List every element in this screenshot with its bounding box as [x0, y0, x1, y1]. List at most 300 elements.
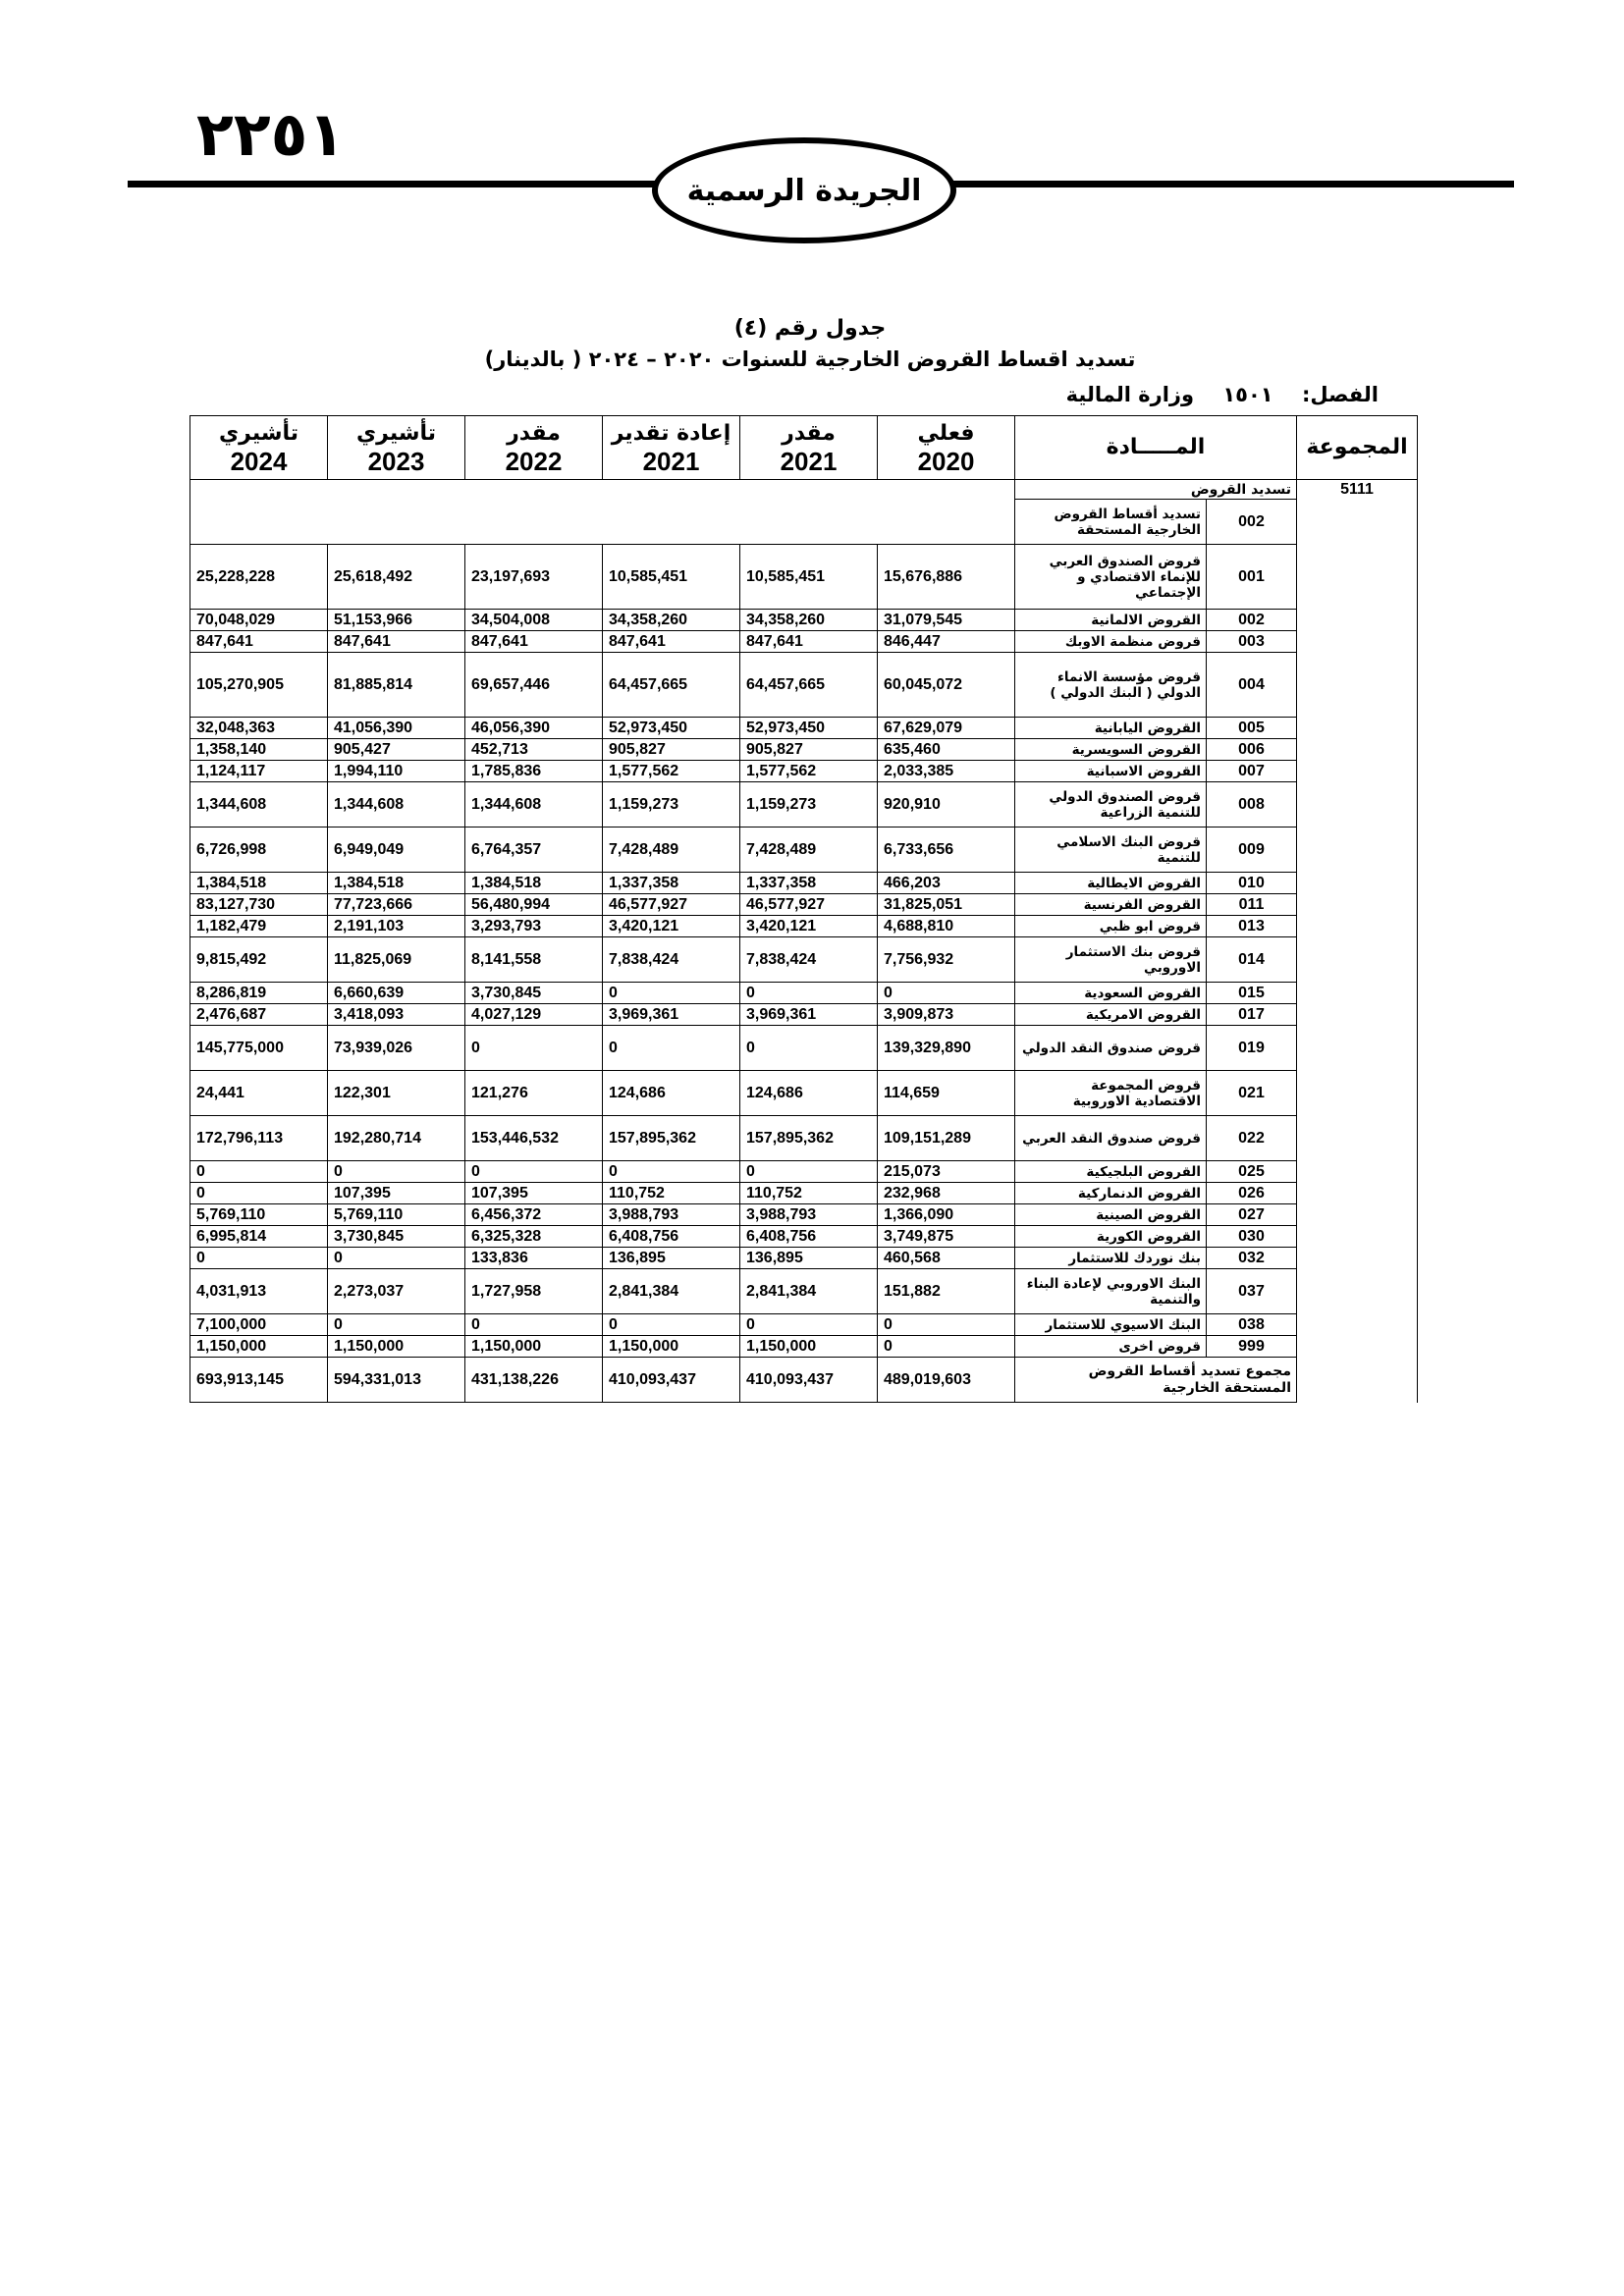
value-cell: 172,796,113: [190, 1116, 328, 1161]
table-row: [190, 1004, 1418, 1026]
value-cell: 6,733,656: [878, 828, 1015, 873]
item-name: القروض الدنماركية: [1015, 1183, 1207, 1204]
chapter-label: الفصل:: [1301, 383, 1379, 406]
value-cell: 847,641: [465, 631, 603, 653]
value-cell: 1,344,608: [465, 782, 603, 828]
value-cell: 10,585,451: [740, 545, 878, 610]
group-spacer: [1297, 1116, 1418, 1161]
value-cell: 847,641: [328, 631, 465, 653]
header-item: المـــــادة: [1015, 416, 1297, 480]
header-col-year: 2021: [780, 447, 838, 476]
table-row: [190, 1183, 1418, 1204]
value-cell: 157,895,362: [603, 1116, 740, 1161]
item-code: 014: [1207, 937, 1297, 983]
item-name: القروض اليابانية: [1015, 718, 1207, 739]
value-cell: 0: [740, 983, 878, 1004]
group-spacer: [1297, 1026, 1418, 1071]
group-spacer: [1297, 1204, 1418, 1226]
table-row: [190, 631, 1418, 653]
value-cell: 1,337,358: [603, 873, 740, 894]
item-name: قروض الصندوق العربي للإنماء الاقتصادي و الإجتماعي: [1015, 545, 1207, 610]
header-col-label: إعادة تقدير: [611, 421, 731, 446]
value-cell: 60,045,072: [878, 653, 1015, 718]
value-cell: 3,420,121: [740, 916, 878, 937]
value-cell: 466,203: [878, 873, 1015, 894]
group-spacer: [1297, 828, 1418, 873]
value-cell: 41,056,390: [328, 718, 465, 739]
value-cell: 15,676,886: [878, 545, 1015, 610]
table-row: [190, 1336, 1418, 1358]
section-label: تسديد القروض: [1015, 480, 1297, 500]
item-code: 009: [1207, 828, 1297, 873]
value-cell: 1,785,836: [465, 761, 603, 782]
value-cell: 31,079,545: [878, 610, 1015, 631]
page-number: ٢٢٥١: [196, 98, 346, 170]
item-code: 008: [1207, 782, 1297, 828]
value-cell: 232,968: [878, 1183, 1015, 1204]
item-name: القروض الفرنسية: [1015, 894, 1207, 916]
item-code: 026: [1207, 1183, 1297, 1204]
value-cell: 5,769,110: [190, 1204, 328, 1226]
value-cell: 4,031,913: [190, 1269, 328, 1314]
value-cell: 107,395: [465, 1183, 603, 1204]
group-spacer: [1297, 1358, 1418, 1403]
value-cell: 145,775,000: [190, 1026, 328, 1071]
total-value-cell: 431,138,226: [465, 1358, 603, 1403]
item-code: 025: [1207, 1161, 1297, 1183]
value-cell: 7,756,932: [878, 937, 1015, 983]
item-name: البنك الاوروبي لإعادة البناء والتنمية: [1015, 1269, 1207, 1314]
item-name: قروض بنك الاستثمار الاوروبي: [1015, 937, 1207, 983]
header-col-label: فعلي: [917, 421, 975, 446]
value-cell: 31,825,051: [878, 894, 1015, 916]
value-cell: 3,418,093: [328, 1004, 465, 1026]
value-cell: 920,910: [878, 782, 1015, 828]
header-col-year: 2024: [230, 447, 288, 476]
value-cell: 6,726,998: [190, 828, 328, 873]
item-code: 021: [1207, 1071, 1297, 1116]
value-cell: 7,100,000: [190, 1314, 328, 1336]
value-cell: 0: [740, 1314, 878, 1336]
item-name: القروض الكورية: [1015, 1226, 1207, 1248]
table-row: [190, 937, 1418, 983]
table-row: [190, 916, 1418, 937]
value-cell: 110,752: [603, 1183, 740, 1204]
value-cell: 0: [878, 1336, 1015, 1358]
group-spacer: [1297, 739, 1418, 761]
value-cell: 1,159,273: [603, 782, 740, 828]
item-name: القروض الايطالية: [1015, 873, 1207, 894]
header-col-year: 2020: [917, 447, 975, 476]
item-name: القروض السعودية: [1015, 983, 1207, 1004]
value-cell: 0: [328, 1161, 465, 1183]
value-cell: 0: [190, 1161, 328, 1183]
value-cell: 83,127,730: [190, 894, 328, 916]
total-value-cell: 410,093,437: [740, 1358, 878, 1403]
group-spacer: [1297, 1161, 1418, 1183]
value-cell: 77,723,666: [328, 894, 465, 916]
value-cell: 0: [603, 1026, 740, 1071]
value-cell: 6,949,049: [328, 828, 465, 873]
value-cell: 1,577,562: [603, 761, 740, 782]
table-row: [190, 761, 1418, 782]
value-cell: 3,988,793: [603, 1204, 740, 1226]
value-cell: 1,159,273: [740, 782, 878, 828]
item-code: 030: [1207, 1226, 1297, 1248]
value-cell: 6,408,756: [740, 1226, 878, 1248]
item-name: قروض صندوق النقد الدولي: [1015, 1026, 1207, 1071]
table-title: جدول رقم (٤): [733, 316, 887, 341]
value-cell: 0: [603, 1161, 740, 1183]
value-cell: 847,641: [740, 631, 878, 653]
value-cell: 52,973,450: [603, 718, 740, 739]
value-cell: 1,124,117: [190, 761, 328, 782]
item-name: قروض اخرى: [1015, 1336, 1207, 1358]
value-cell: 1,358,140: [190, 739, 328, 761]
value-cell: 1,337,358: [740, 873, 878, 894]
value-cell: 452,713: [465, 739, 603, 761]
chapter-code: ١٥٠١: [1222, 383, 1273, 406]
value-cell: 1,150,000: [465, 1336, 603, 1358]
value-cell: 4,688,810: [878, 916, 1015, 937]
total-value-cell: 410,093,437: [603, 1358, 740, 1403]
item-code: 006: [1207, 739, 1297, 761]
item-code: 003: [1207, 631, 1297, 653]
value-cell: 2,191,103: [328, 916, 465, 937]
value-cell: 6,408,756: [603, 1226, 740, 1248]
item-name: القروض البلجيكية: [1015, 1161, 1207, 1183]
table-row: [190, 873, 1418, 894]
item-code: 017: [1207, 1004, 1297, 1026]
value-cell: 64,457,665: [603, 653, 740, 718]
value-cell: 139,329,890: [878, 1026, 1015, 1071]
table-row: [190, 983, 1418, 1004]
value-cell: 4,027,129: [465, 1004, 603, 1026]
value-cell: 847,641: [603, 631, 740, 653]
value-cell: 0: [878, 983, 1015, 1004]
value-cell: 114,659: [878, 1071, 1015, 1116]
value-cell: 8,286,819: [190, 983, 328, 1004]
group-spacer: [1297, 1336, 1418, 1358]
value-cell: 153,446,532: [465, 1116, 603, 1161]
value-cell: 0: [740, 1026, 878, 1071]
value-cell: 0: [328, 1314, 465, 1336]
item-code: 038: [1207, 1314, 1297, 1336]
value-cell: 0: [740, 1161, 878, 1183]
group-spacer: [1297, 1314, 1418, 1336]
item-name: قروض صندوق النقد العربي: [1015, 1116, 1207, 1161]
item-name: بنك نوردك للاستثمار: [1015, 1248, 1207, 1269]
value-cell: 151,882: [878, 1269, 1015, 1314]
header-col-label: تأشيري: [219, 421, 298, 446]
group-spacer: [1297, 545, 1418, 610]
total-label: مجموع تسديد أقساط القروض المستحقة الخارجية: [1015, 1358, 1297, 1403]
group-spacer: [1297, 873, 1418, 894]
header-col-label: تأشيري: [356, 421, 436, 446]
value-cell: 1,384,518: [190, 873, 328, 894]
item-code: 999: [1207, 1336, 1297, 1358]
group-spacer: [1297, 761, 1418, 782]
group-spacer: [1297, 1248, 1418, 1269]
table-row: [190, 1248, 1418, 1269]
header-col-1: [878, 416, 1015, 480]
value-cell: 121,276: [465, 1071, 603, 1116]
header-col-2: [740, 416, 878, 480]
item-code: 037: [1207, 1269, 1297, 1314]
value-cell: 81,885,814: [328, 653, 465, 718]
value-cell: 0: [603, 1314, 740, 1336]
value-cell: 905,827: [740, 739, 878, 761]
group-spacer: [1297, 500, 1418, 545]
value-cell: 107,395: [328, 1183, 465, 1204]
group-spacer: [1297, 937, 1418, 983]
value-cell: 905,827: [603, 739, 740, 761]
value-cell: 124,686: [740, 1071, 878, 1116]
item-name: قروض الصندوق الدولي للتنمية الزراعية: [1015, 782, 1207, 828]
value-cell: 6,660,639: [328, 983, 465, 1004]
section-row: [190, 480, 1418, 500]
header-col-3: [603, 416, 740, 480]
header-col-year: 2023: [367, 447, 425, 476]
value-cell: 3,730,845: [328, 1226, 465, 1248]
group-spacer: [1297, 782, 1418, 828]
header-col-6: [190, 416, 328, 480]
value-cell: 3,969,361: [603, 1004, 740, 1026]
value-cell: 905,427: [328, 739, 465, 761]
item-name: القروض السويسرية: [1015, 739, 1207, 761]
value-cell: 46,577,927: [740, 894, 878, 916]
value-cell: 69,657,446: [465, 653, 603, 718]
item-name: القروض الاسبانية: [1015, 761, 1207, 782]
value-cell: 1,150,000: [328, 1336, 465, 1358]
value-cell: 192,280,714: [328, 1116, 465, 1161]
value-cell: 2,841,384: [740, 1269, 878, 1314]
item-name: قروض المجموعة الاقتصادية الاوروبية: [1015, 1071, 1207, 1116]
total-value-cell: 489,019,603: [878, 1358, 1015, 1403]
value-cell: 3,420,121: [603, 916, 740, 937]
value-cell: 0: [878, 1314, 1015, 1336]
value-cell: 3,749,875: [878, 1226, 1015, 1248]
table-body: [190, 480, 1418, 1403]
group-spacer: [1297, 1004, 1418, 1026]
group-spacer: [1297, 916, 1418, 937]
value-cell: 1,384,518: [328, 873, 465, 894]
value-cell: 9,815,492: [190, 937, 328, 983]
table-row: [190, 1026, 1418, 1071]
value-cell: 0: [328, 1248, 465, 1269]
section-blank: [190, 480, 1015, 500]
value-cell: 1,366,090: [878, 1204, 1015, 1226]
value-cell: 1,150,000: [740, 1336, 878, 1358]
subsection-name: تسديد أقساط القروض الخارجية المستحقة: [1015, 500, 1207, 545]
item-code: 013: [1207, 916, 1297, 937]
total-value-cell: 693,913,145: [190, 1358, 328, 1403]
table-row: [190, 1161, 1418, 1183]
header-col-label: مقدر: [782, 421, 836, 446]
value-cell: 122,301: [328, 1071, 465, 1116]
item-name: قروض منظمة الاوبك: [1015, 631, 1207, 653]
table-row: [190, 1226, 1418, 1248]
value-cell: 7,838,424: [740, 937, 878, 983]
value-cell: 0: [190, 1183, 328, 1204]
item-name: القروض الصينية: [1015, 1204, 1207, 1226]
table-row: [190, 1269, 1418, 1314]
gazette-name: الجريدة الرسمية: [686, 173, 922, 208]
table-row: [190, 653, 1418, 718]
value-cell: 7,838,424: [603, 937, 740, 983]
value-cell: 6,456,372: [465, 1204, 603, 1226]
table-row: [190, 894, 1418, 916]
item-name: البنك الاسيوي للاستثمار: [1015, 1314, 1207, 1336]
item-name: قروض البنك الاسلامي للتنمية: [1015, 828, 1207, 873]
value-cell: 2,033,385: [878, 761, 1015, 782]
value-cell: 46,056,390: [465, 718, 603, 739]
table-row: [190, 739, 1418, 761]
value-cell: 10,585,451: [603, 545, 740, 610]
total-value-cell: 594,331,013: [328, 1358, 465, 1403]
group-code: 5111: [1297, 480, 1418, 500]
value-cell: 34,504,008: [465, 610, 603, 631]
value-cell: 64,457,665: [740, 653, 878, 718]
value-cell: 34,358,260: [740, 610, 878, 631]
table-row: [190, 610, 1418, 631]
value-cell: 11,825,069: [328, 937, 465, 983]
gazette-title-oval: [652, 137, 956, 243]
value-cell: 25,618,492: [328, 545, 465, 610]
chapter-line: [1045, 383, 1379, 406]
value-cell: 635,460: [878, 739, 1015, 761]
value-cell: 1,577,562: [740, 761, 878, 782]
group-spacer: [1297, 610, 1418, 631]
value-cell: 23,197,693: [465, 545, 603, 610]
item-code: 004: [1207, 653, 1297, 718]
value-cell: 1,994,110: [328, 761, 465, 782]
table-row: [190, 545, 1418, 610]
value-cell: 109,151,289: [878, 1116, 1015, 1161]
value-cell: 0: [465, 1314, 603, 1336]
value-cell: 133,836: [465, 1248, 603, 1269]
value-cell: 7,428,489: [603, 828, 740, 873]
value-cell: 25,228,228: [190, 545, 328, 610]
item-name: القروض الامريكية: [1015, 1004, 1207, 1026]
table-row: [190, 718, 1418, 739]
value-cell: 7,428,489: [740, 828, 878, 873]
table-row: [190, 1071, 1418, 1116]
value-cell: 0: [603, 983, 740, 1004]
value-cell: 70,048,029: [190, 610, 328, 631]
value-cell: 215,073: [878, 1161, 1015, 1183]
header-col-year: 2022: [505, 447, 563, 476]
value-cell: 136,895: [740, 1248, 878, 1269]
value-cell: 157,895,362: [740, 1116, 878, 1161]
value-cell: 460,568: [878, 1248, 1015, 1269]
value-cell: 3,730,845: [465, 983, 603, 1004]
value-cell: 105,270,905: [190, 653, 328, 718]
value-cell: 67,629,079: [878, 718, 1015, 739]
table-subtitle: تسديد اقساط القروض الخارجية للسنوات ٢٠٢٠ – ٢٠٢٤ ( بالدينار): [484, 347, 1136, 371]
item-code: 002: [1207, 610, 1297, 631]
item-name: قروض ابو ظبي: [1015, 916, 1207, 937]
value-cell: 2,841,384: [603, 1269, 740, 1314]
value-cell: 32,048,363: [190, 718, 328, 739]
header-col-5: [328, 416, 465, 480]
value-cell: 110,752: [740, 1183, 878, 1204]
value-cell: 6,325,328: [465, 1226, 603, 1248]
value-cell: 0: [465, 1161, 603, 1183]
value-cell: 24,441: [190, 1071, 328, 1116]
value-cell: 2,273,037: [328, 1269, 465, 1314]
value-cell: 1,150,000: [603, 1336, 740, 1358]
item-code: 005: [1207, 718, 1297, 739]
group-spacer: [1297, 1071, 1418, 1116]
value-cell: 3,969,361: [740, 1004, 878, 1026]
item-name: القروض الالمانية: [1015, 610, 1207, 631]
group-spacer: [1297, 894, 1418, 916]
header-group: المجموعة: [1297, 416, 1418, 480]
value-cell: 5,769,110: [328, 1204, 465, 1226]
table-row: [190, 828, 1418, 873]
budget-table-wrapper: [189, 415, 1417, 1403]
value-cell: 0: [465, 1026, 603, 1071]
value-cell: 846,447: [878, 631, 1015, 653]
group-spacer: [1297, 1183, 1418, 1204]
table-row: [190, 1116, 1418, 1161]
value-cell: 46,577,927: [603, 894, 740, 916]
total-row: [190, 1358, 1418, 1403]
value-cell: 136,895: [603, 1248, 740, 1269]
value-cell: 124,686: [603, 1071, 740, 1116]
group-spacer: [1297, 1226, 1418, 1248]
subsection-code: 002: [1207, 500, 1297, 545]
value-cell: 3,909,873: [878, 1004, 1015, 1026]
item-code: 019: [1207, 1026, 1297, 1071]
value-cell: 0: [190, 1248, 328, 1269]
item-code: 011: [1207, 894, 1297, 916]
value-cell: 847,641: [190, 631, 328, 653]
value-cell: 1,150,000: [190, 1336, 328, 1358]
group-spacer: [1297, 653, 1418, 718]
item-code: 015: [1207, 983, 1297, 1004]
header-col-label: مقدر: [507, 421, 561, 446]
header-row: [190, 416, 1418, 480]
item-name: قروض مؤسسة الانماء الدولي ( البنك الدولي ): [1015, 653, 1207, 718]
value-cell: 51,153,966: [328, 610, 465, 631]
table-row: [190, 1204, 1418, 1226]
value-cell: 6,995,814: [190, 1226, 328, 1248]
value-cell: 3,988,793: [740, 1204, 878, 1226]
group-spacer: [1297, 718, 1418, 739]
value-cell: 73,939,026: [328, 1026, 465, 1071]
header-col-4: [465, 416, 603, 480]
item-code: 010: [1207, 873, 1297, 894]
item-code: 007: [1207, 761, 1297, 782]
chapter-name: وزارة المالية: [1065, 383, 1195, 406]
group-spacer: [1297, 631, 1418, 653]
value-cell: 1,344,608: [190, 782, 328, 828]
subsection-row: [190, 500, 1418, 545]
group-spacer: [1297, 983, 1418, 1004]
value-cell: 2,476,687: [190, 1004, 328, 1026]
value-cell: 6,764,357: [465, 828, 603, 873]
item-code: 001: [1207, 545, 1297, 610]
value-cell: 1,182,479: [190, 916, 328, 937]
item-code: 027: [1207, 1204, 1297, 1226]
value-cell: 1,727,958: [465, 1269, 603, 1314]
table-row: [190, 782, 1418, 828]
value-cell: 56,480,994: [465, 894, 603, 916]
item-code: 032: [1207, 1248, 1297, 1269]
table-row: [190, 1314, 1418, 1336]
